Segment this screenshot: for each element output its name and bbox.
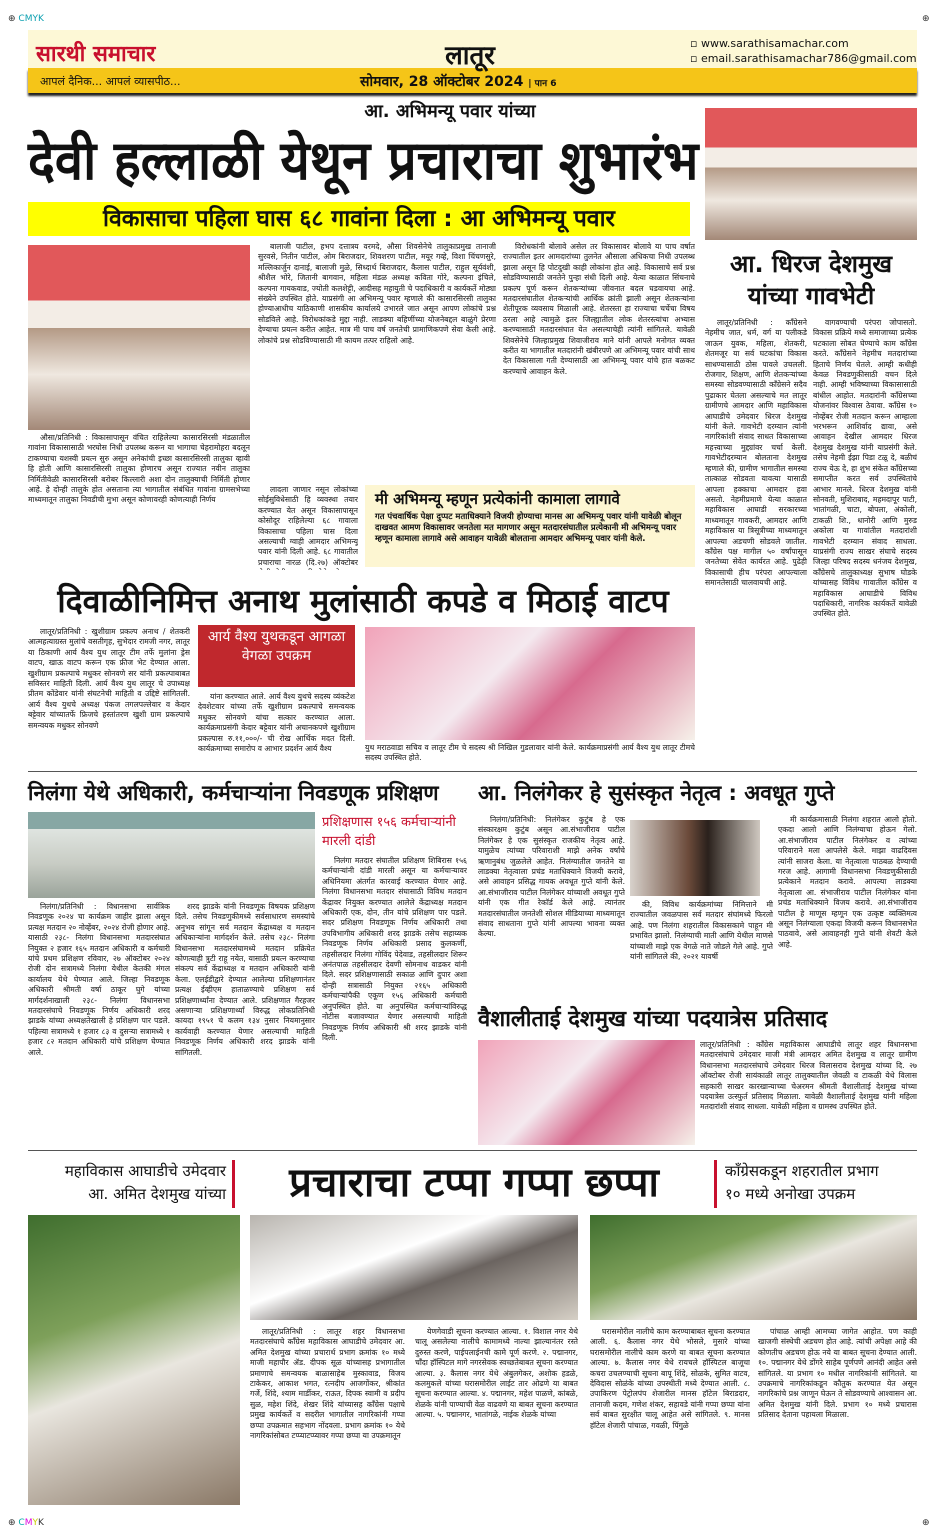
amit-col1: लातूर/प्रतिनिधी : लातूर शहर विधानसभा मतदारसंघाचे काँग्रेस महाविकास आघाडीचे उमेदवार आ. अमित देशमुख यांच्या प्रचारार्थ प्रभाग क्रमांक १० मध्ये माजी महापौर ॲड. दीपक सूळ यांच्यासह प्रभागातील प्रमाणाचे समन्वयक बाळासाहेब मुस्कावाड, विजय टाकेकर, आकाश भगत, रत्नदीप आजगोंकर, श्रीकांत गर्जे, शिंदे, श्याम मार्डीकर, राऊत, दिपक स्वामी व प्रदीप सुळ, महेश शिंदे, शेखर शिंदे यांच्यासह काँग्रेस पक्षाचे प्रमुख कार्यकर्ते व सदरील भागातील नागरिकांनी गप्पा छप्पा उपक्रमात सहभाग नोंदवला. प्रभाग क्रमांक १० येथे नागरिकांसोबत टप्प्याटप्प्यावर गप्पा छप्पा या उपक्रमातून xyxy=(250,1327,405,1441)
training-col1: निलंगा/प्रतिनिधी : विधानसभा सार्वत्रिक निवडणूक २०२४ चा कार्यक्रम जाहीर झाला असून प्रत्यक्ष मतदान २० नोव्हेंबर, २०२४ रोजी होणार आहे. यासाठी २३८- निलंगा विधानसभा मतदारसंघात नियुक्त २ हजार १६५ मतदान अधिकारी व कर्मचारी यांचे प्रथम प्रशिक्षण रविवार, २७ ऑक्टोबर २०२४ रोजी दोन सत्रामध्ये निलंगा येथील केतकी मंगल कार्यालय येथे घेण्यात आले. जिल्हा निवडणूक अधिकारी श्रीमती वर्षा ठाकूर घुगे यांच्या मार्गदर्शनाखाली २३८- निलंगा विधानसभा मतदारसंघाचे निवडणूक निर्णय अधिकारी शरद झाडके यांच्या अध्यक्षतेखाली हे प्रशिक्षण पार पडले. पहिल्या सत्रामध्ये १ हजार ८३ व दुसऱ्या सत्रामध्ये १ हजार ८२ मतदान अधिकारी यांचे प्रशिक्षण घेण्यात आले. xyxy=(28,902,170,1057)
pullout-title-wrap xyxy=(375,489,685,509)
amit-kicker-right-line2: १० मध्ये अनोखा उपक्रम xyxy=(725,1185,856,1203)
nilangekar-headline-wrap xyxy=(478,776,917,810)
page-number: | पान 6 xyxy=(528,79,557,89)
vaishali-body: लातूर/प्रतिनिधी : काँग्रेस महाविकास आघाडीचे लातूर शहर विधानसभा मतदारसंघाचे उमेदवार माजी मंत्री आमदार अमित देशमुख व लातूर ग्रामीण विधानसभा मतदारसंघाचे उमेदवार धिरज विलासराव देशमुख यांच्या दि. २७ ऑक्टोबर रोजी सायंकाळी लातूर तालुक्यातील जेवळी व टाकळी येथे विलास सहकारी साखर कारखान्याच्या चेअरमन श्रीमती वैशालीताई देशमुख यांच्या पदयात्रेस उत्स्फुर्त प्रतिसाद मिळाला. यावेळी वैशालीताई देशमुख यांनी महिला मतदारांशी संवाद साधला. यावेळी महिला व ग्रामस्थ उपस्थित होते. xyxy=(700,1040,917,1112)
campaign-photo-3 xyxy=(590,1215,917,1320)
newspaper-logo: सारथी समाचार xyxy=(36,42,156,67)
cmyk-mark: CMYK xyxy=(18,14,44,24)
amit-headline-wrap xyxy=(240,1154,708,1212)
lead-col1: औसा/प्रतिनिधी : विकासापासून वंचित राहिलेल्या कासारसिरसी मंडळातील गावांना विकासासाठी भरघोस निधी उपलब्ध करून या भागाचा चेहरामोहरा बदलून टाकण्याचा यशस्वी प्रयत्न सुरु असून अनेकांची इच्छा कासारसिरसी तालुका व्हावी हि होती आणि कासारसिरसी तालुका होणारच असून राज्यात नवीन तालुका निर्मितीवेळी कासारसिरसी बरोबर किल्लारी अशा दोन तालुक्याची निर्मिती होणार आहे. हे दोन्ही तालुके होत असताना त्या भागातील संबंधित गावांना ग्रामसभेच्या माध्यमातून तालुका निवडीची मुभा असून कोणावरही कोणत्याही निर्णय xyxy=(28,433,250,505)
lead-headline: देवी हल्लाळी येथून प्रचाराचा शुभारंभ xyxy=(28,129,699,192)
training-photo xyxy=(28,812,315,898)
amit-kicker-left-line2: आ. अमित देशमुख यांच्या xyxy=(88,1185,226,1203)
amit-kicker-left-line1: महाविकास आघाडीचे उमेदवार xyxy=(64,1162,226,1180)
training-headline: निलंगा येथे अधिकारी, कर्मचाऱ्यांना निवडणूक प्रशिक्षण xyxy=(28,781,439,805)
diwali-col2: यांना करण्यात आले. आर्य वैश्य युथचे सदस्य व्यंकटेश देवशेटवार यांच्या तर्फे खुशीग्राम प्रकल्पाचे समन्वयक मधुकर सोनवणे यांचा सत्कार करण्यात आला. कार्यक्रमाप्रसंगी केदार बट्टेवार यांनी अचानकपणे खुशीग्राम प्रकल्पास रु.११,०००/- ची रोख आर्थिक मदत दिली. कार्यक्रमाच्या समारोप व आभार प्रदर्शन आर्य वैश्य xyxy=(198,692,355,754)
amit-col3: घरासमोरील नालीचे काम करण्याबाबत सूचना करण्यात आली. ६. कैलास नगर येथे भोसले, मुसारे यांच्या घरासमोरील नालीचे काम करणे या बाबत सूचना करण्यात आल्या. ७. कैलास नगर येथे रायचले हॉस्पिटल बाजूचा कचरा उचलण्याची सूचना बापू शिंदे, सोळके, सुमित वाटव, देविदास सोळंके यांच्या उपस्थीती मध्ये देण्यात आली. ८. उपाकिरण पेट्रोलपंप शेजारील मानस हॉटेल बिराडदार, तानाजी कदम, गणेश शंकर, सहावडे यांनी गप्पा छप्पा यांना सर्व बाबत सुरक्षीत चालू आहेत असे सांगितले. ९. मानस हॉटेल शेजारी पांचाळ, गवळी, पिंगुळे xyxy=(590,1327,750,1430)
dhiraj-col1: लातूर/प्रतिनिधी : काँग्रेसने नेहमीच जात, धर्म, वर्ग या पलीकडे जाऊन युवक, महिला, शेतकरी, शेतमजूर या सर्व घटकांचा विकास साधण्यासाठी ठोस पावले उचलली. रोजगार, शिक्षण, आणि शेतकऱ्यांच्या समस्या सोडवण्यासाठी काँग्रेसने सदैव पुढाकार घेतला असल्याचे मत लातूर ग्रामीणचे आमदार आणि महाविकास आघाडीचे उमेदवार धिरज देशमुख यांनी केले. गावभेटी दरम्यान त्यांनी नागरिकांशी संवाद साधत विकासाच्या महत्त्वाच्या मुद्द्यांवर चर्चा केली. गावभेटीदरम्यान बोलताना देशमुख म्हणाले की, ग्रामीण भागातील समस्या तात्काळ सोडवता यावत्या यासाठी आपला हक्काचा आमदार हवा असतो. नेहमीप्रमाणे येत्या काळात महाविकास आघाडी सरकारच्या माध्यमातून गावकरी, आमदार आणि महाविकास या त्रिसूत्रीच्या माध्यमातून आपल्या अडचणी सोडवले जातील. काँग्रेस पक्ष मागील ५० वर्षांपासून जनतेच्या सेवेत कार्यरत आहे. पुढेही विकासाची हीच परंपरा आपल्याला समानतेसाठी चालवायची आहे. xyxy=(705,318,807,588)
training-headline-wrap xyxy=(28,776,470,810)
campaign-photo-2 xyxy=(250,1215,578,1320)
registration-mark-icon: ⊕ xyxy=(922,1518,930,1528)
divider xyxy=(28,771,917,772)
tagline: आपलं दैनिक... आपलं व्यासपीठ... xyxy=(40,75,181,88)
amit-col2: येणगेवाडी सूचना करण्यात आल्या. १. विशाल नगर येथे चालू असलेल्या नालीचे कामामध्ये नाल्या झाल्यानंतर रस्ते दुरुस्त करणे, पाईपलाईनची कामे पूर्ण करणे. २. पद्मानगर, चाँदा हॉस्पिटल मागे नगरसेवक स्वच्छतेबाबत सूचना करण्यात आल्या. ३. कैलास नगर येथे अंबुलगेकर, अशोक हडळे, कलमुकले यांच्या घरासमोरील लाईट तार ओढणे या बाबत सूचना करण्यात आल्या. ४. पद्मानगर, महेश पाळणे, कांबळे, शेळके यांनी पाण्याची वेळ वाढवणे या बाबत सूचना करण्यात आल्या. ५. पद्मानगर, भातांगळे, नाईक शेळके यांच्या xyxy=(415,1327,578,1420)
training-col2: शरद झाडके यांनी निवडणूक विषयक प्रशिक्षण दिले. तसेच निवडणुकीमध्ये सर्वसाधारण समस्यांचे अनुभव सांगून सर्व मतदान केंद्राध्यक्ष व मतदान अधिकाऱ्यांना मार्गदर्शन केले. तसेच २३८- निलंगा विधानसभा मतदारसंघामध्ये मतदान प्रक्रियेत कोणत्याही त्रुटी राहू नयेत, यासाठी प्रयत्न करण्याचा संकल्प सर्व केंद्राध्यक्ष व मतदान अधिकारी यांनी केला. एलईडीद्वारे देण्यात आलेल्या प्रशिक्षणानंतर प्रत्यक्ष ईव्हीएम हाताळण्याचे प्रशिक्षण सर्व प्रशिक्षणार्थ्यांना देण्यात आले. प्रशिक्षणात गैरहजर असणाऱ्या प्रशिक्षणार्थ्यां विरुद्ध लोकप्रतिनिधी कायदा १९५१ चे कलम १३४ नुसार नियमानुसार कार्यवाही करण्यात येणार असल्याची माहिती निवडणूक निर्णय अधिकारी शरद झाडके यांनी सांगितली. xyxy=(175,902,315,1057)
speech-photo xyxy=(28,245,250,430)
diwali-col1: लातूर/प्रतिनिधी : खुशीग्राम प्रकल्प अनाथ / शेतकरी आत्महत्याग्रस्त मुलांचे वसतीगृह, सुभेदार रामजी नगर, लातूर या ठिकाणी आर्य वैश्य युथ लातूर टीम तर्फे मुलांना ड्रेस वाटप, खाऊ वाटप करून एक फ्रीज भेट देण्यात आला. खुशीग्राम प्रकल्पाचे मधुकर सोनवणे सर यांनी प्रकल्पाबाबत सविस्तर माहिती दिली. आर्य वैश्य युथ लातूर चे उपाध्यक्ष प्रीतम कोंडेवार यांनी संघटनेची माहिती व उद्दिष्टे सांगितली. आर्य वैश्य युथचे अध्यक्ष पंकज तगलपल्लेवार व केदार बट्टेवार यांच्यातर्फे फ्रिजचे हस्तांतरण खुशी ग्राम प्रकल्पाचे समन्वयक मधुकर सोनवणे xyxy=(28,627,190,730)
diwali-caption: युथ मराठवाडा सचिव व लातूर टीम चे सदस्य श्री निखिल गुडलावार यांनी केले. कार्यक्रमाप्रसंगी आर्य वैश्य युथ लातूर टीमचे सदस्य उपस्थित होते. xyxy=(365,743,695,763)
edition-city: लातूर xyxy=(445,41,495,71)
lead-banner: विकासाचा पहिला घास ६८ गावांना दिला : आ अभिमन्यू पवार xyxy=(103,206,615,232)
nilangekar-col2: की, विविध कार्यक्रमांच्या निमित्ताने मी राज्यातील जवळपास सर्व मतदार संघांमध्ये फिरलो आहे. पण निलंगा शहरातील विकासकामे पाहून मी प्रभावित झालो. निलंग्याची माती आणि येथील माणसे यांच्याशी माझे एक वेगळे नाते जोडले गेले आहे. गुप्ते यांनी सांगितले की, २०२१ यावर्षी xyxy=(630,900,773,962)
dhiraj-col2: वागवण्याची परंपरा जोपासतो. विकास प्रक्रिये मध्ये समाजाच्या प्रत्येक घटकाला सोबत घेण्याचे काम काँग्रेस करते. काँग्रेसने नेहमीच मतदारांच्या हिताचे निर्णय घेतले. आम्ही कधीही केवळ निवडणुकीसाठी वचन दिले नाही. आम्ही भविष्याच्या विकासासाठी बांधील आहोत. मतदारांनी काँग्रेसच्या योजनांवर विश्वास ठेवावा. काँग्रेस १० नोव्हेंबर रोजी मतदान करून आम्हाला भरभरून आशिर्वाद द्यावा, असे आवाहन देखील आमदार धिरज देशमुख देशमुख यांनी याप्रसंगी केले. तसेच नेहमी ईझा पिडा टळू दे, बळीचं राज्य येऊ दे, हा शुभ संकेत काँग्रेसच्या समाप्तीत करत सर्व उपस्थितांचे आभार मानले. धिरज देशमुख यांनी सोनवती, मुशिराबाद, महमदापूर पाटी, भातांगळी, चाटा, बोपला, अंकोली, टाकळी शि., धानोरी आणि मुरुड अकोला या गावांतील मतदारांशी गावभेटी दरम्यान संवाद साधला. याप्रसंगी राज्य साखर संघाचे सदस्य जिल्हा परिषद सदस्य धनंजय देशमुख, काँग्रेसचे तालुकाध्यक्ष सुभाष घोडके यांच्यासह विविध गावातील काँग्रेस व महाविकास आघाडीचे विविध पदाधिकारी, नागरिक कार्यकर्ते यावेळी उपस्थित होते. xyxy=(813,318,917,619)
lead-banner-wrap xyxy=(28,202,690,236)
lead-kicker-wrap xyxy=(300,100,600,124)
diwali-headline-wrap xyxy=(28,578,698,624)
lead-col2: बालाजी पाटील, हभप दत्तात्रय वरमदे, औसा शिवसेनेचे तालुकाप्रमुख तानाजी सुरवसे, नितीन पाटील, ओम बिराजदार, शिवशरण पाटील, मयूर गव्हे, विशा चिंचणसुरे, मल्लिकार्जुन दानाई, बालाजी मुळे, सिध्दार्थ बिराजदार, कैलास पाटील, राहुल सूर्यवंशी, श्रीशैल भोरे, जितानी बागवान, महिला मंडळ अध्यक्ष कविता गोरे, कल्पना इंचिले, कल्पना गायकवाड, ज्योती कलशेट्टी, आदीसह महायुती चे पदाधिकारी व कार्यकर्ते मोठ्या संख्येने उपस्थित होते. याप्रसंगी आ अभिमन्यू पवार म्हणाले की कासारसिरसी तालुका होण्याआधीच याठिकाणी शासकीय कार्यालये उभारले जात असून आपण लोकांचे प्रश्न सोडविले आहे. विरोधकांकडे मुद्दा नाही. लाडक्या बहिणींच्या योजनेबद्दल बाळुंगे प्रेरणा देण्याचा प्रयत्न करीत आहेत. मात्र मी पाच वर्ष जनतेची प्रामाणिकपणे सेवा केली आहे. लोकांचे प्रश्न सोडविण्यासाठी मी कायम तत्पर राहिलो आहे. xyxy=(258,242,496,345)
vaishali-headline-wrap xyxy=(478,1003,917,1037)
dhiraj-headline-line1: आ. धिरज देशमुख xyxy=(729,250,892,278)
divider-bar xyxy=(232,1160,235,1208)
divider-bar xyxy=(714,1160,717,1208)
amit-kicker-left xyxy=(28,1160,226,1206)
registration-mark-top: ⊕ CMYK xyxy=(8,14,44,24)
padyatra-photo xyxy=(478,1040,695,1145)
rally-photo xyxy=(705,108,917,240)
pullout-box xyxy=(365,485,695,567)
email-link[interactable]: email.sarathisamachar786@gmail.com xyxy=(700,52,917,65)
training-subhead: प्रशिक्षणास १५६ कर्मचाऱ्यांनी मारली दांडी xyxy=(322,815,456,849)
lead-kicker: आ. अभिमन्यू पवार यांच्या xyxy=(364,101,536,122)
amit-kicker-right-line1: काँग्रेसकडून शहरातील प्रभाग xyxy=(725,1162,879,1180)
nilangekar-col1: निलंगा/प्रतिनिधी: निलंगेकर कुटुंब हे एक संस्कारक्षम कुटुंब असून आ.संभाजीराव पाटील निलंगेकर हे एक सुसंस्कृत राजकीय नेतृत्व आहे. यामुळेच त्यांच्या परिवाराशी माझे अनेक वर्षांचे ऋणानुबंध जुळलेले आहेत. निलंग्यातील जनतेने या लाडक्या नेतृत्वाला प्रचंड मताधिक्याने विजयी करावे, असे आवाहन प्रसिद्ध गायक अवधूत गुप्ते यांनी केले. आ.संभाजीराव पाटील निलंगेकर यांच्याशी अवधूत गुप्ते यांनी एक गीत रेकॉर्ड केले आहे. त्यानंतर मतदारसंघातील जनतेशी सोशल मीडियाच्या माध्यमातून संवाद साधताना गुप्ते यांनी आपल्या भावना व्यक्त केल्या. xyxy=(478,815,625,939)
nilangekar-headline: आ. निलंगेकर हे सुसंस्कृत नेतृत्व : अवधूत गुप्ते xyxy=(478,781,835,805)
dhiraj-headline-line2: यांच्या गावभेटी xyxy=(747,282,875,310)
lead-headline-wrap xyxy=(28,126,698,196)
registration-mark-icon: ⊕ xyxy=(922,14,930,24)
website-link[interactable]: www.sarathisamachar.com xyxy=(700,37,849,50)
lead-col2-cont: लादला जाणार नसून लोकांच्या सोईसुविधेसाठी हि व्यवस्था तयार करण्यात येत असून विकासापासून कोसोदूर राहिलेल्या ६८ गावाला विकासाचा पहिला घास दिला असल्याची ग्वाही आमदार अभिमन्यू पवार यांनी दिली आहे. ६८ गावातील प्रचाराचा नारळ (दि.२७) ऑक्टोबर xyxy=(258,485,358,567)
amit-col4: पांचाळ आम्ही आमच्या जागेत आहोत. पण काही खाजगी संस्थेची अडचण होत आहे. त्यांची अपेक्षा आहे की कोणतीच अडचण होऊ नये या बाबत सूचना देण्यात आली. १०. पद्मानगर येथे डोंगरे साहेब पूर्णपणे आनंदी आहेत असे सांगितले. या प्रभाग १० मधील नागरिकांनी सांगितले. या उपक्रमाचे नागरिकांकडून कौतुक करण्यात येत असून नागरिकांचे प्रश्न जाणून घेऊन ते सोडवण्याचे आश्वासन आ. अमित देशमुख यांनी दिले. प्रभाग १० मध्ये प्रचारास प्रतिसाद देताना पहायला मिळाला. xyxy=(758,1327,917,1420)
pullout-title: मी अभिमन्यू म्हणून प्रत्येकांनी कामाला लागावे xyxy=(375,490,620,508)
issue-date: सोमवार, 28 ऑक्टोबर 2024 | पान 6 xyxy=(360,74,557,90)
training-col3: निलंगा मतदार संघातील प्रशिक्षण शिबिरास १५६ कर्मचाऱ्यांनी दांडी मारली असून या कर्मचाऱ्यावर अधिनियमा अंतर्गत कारवाई करण्यात येणार आहे. निलंगा विधानसभा मतदार संघासाठी विविध मतदान केंद्रावर नियुक्त करण्यात आलेले केंद्राध्यक्ष मतदान अधिकारी एक, दोन, तीन यांचे प्रशिक्षण पार पडले. सदर प्रशिक्षण निवडणूक निर्णय अधिकारी तथा उपविभागीय अधिकारी शरद झाडके तसेच सहाय्यक निवडणूक निर्णय अधिकारी प्रसाद कुलकर्णी, तहसीलदार निलंगा गोविंद पेदेवाड, तहसीलदार शिरूर अनंतपाळ तहसीलदार देवणी सोमनाथ वाडकर यांनी दिले. सदर प्रशिक्षणासाठी सकाळ आणि दुपार अशा दोन्ही सत्रासाठी नियुक्त २१६५ अधिकारी कर्मचाऱ्यांपैकी एकूण १५६ अधिकारी कर्मचारी अनुपस्थित होते. या अनुपस्थित कर्मचाऱ्यांविरुद्ध नोटीस बजावण्यात येणार असल्याची माहिती निवडणूक निर्णय अधिकारी श्री शरद झाडके यांनी दिली. xyxy=(322,856,467,1042)
dhiraj-headline xyxy=(705,248,917,312)
diwali-photo xyxy=(365,627,695,740)
amit-kicker-right xyxy=(725,1160,917,1206)
campaign-photo-1 xyxy=(28,1215,240,1505)
amit-headline: प्रचाराचा टप्पा गप्पा छप्पा xyxy=(289,1160,659,1206)
portrait-photo xyxy=(630,820,760,896)
diwali-headline: दिवाळीनिमित्त अनाथ मुलांसाठी कपडे व मिठाई वाटप xyxy=(57,582,669,620)
registration-mark-bottom: ⊕ CMYK xyxy=(8,1518,44,1528)
lead-col3: विरोधकांनी बोलावे असेल तर विकासावर बोलावे या पाच वर्षात राज्यातील इतर आमदारांच्या तुलनेत औसाला अधिकचा निधी उपलब्ध झाला असून हि पोटदुखी काही लोकांना होत आहे. विकासाचे सर्व प्रश्न सोडविण्यासाठी जनतेने पुन्हा संधी दिली आहे. येत्या काळात सिंचनाचे प्रकल्प पूर्ण करून शेतकऱ्यांच्या जीवनात बदल घडवायचा आहे. मतदारसंघातील शेतकऱ्यांची आर्थिक क्रांती झाली असून शेतकऱ्यांना शेतीपूरक व्यवसाय मिळाली आहे. शेतरस्ता हा राज्याचा चर्चेचा विषय ठरला आहे त्यामुळे इतर जिल्ह्यातील लोक शेतरस्त्यांचा अभ्यास करण्यासाठी मतदारसंघात येत असल्याचेही त्यांनी सांगितले. यावेळी शिवसेनेचे जिल्हाप्रमुख शिवाजीराव माने यांनी आपले मनोगत व्यक्त करीत या भागातील मतदारांनी खंबीरपणे आ अभिमन्यू पवार यांची साथ देत विकासाला गती देण्यासाठी आ अभिमन्यू पवार यांचे हात बळकट करण्याचे आवाहन केले. xyxy=(503,242,695,376)
nilangekar-col3: मी कार्यक्रमासाठी निलंगा शहरात आलो होतो. एकदा आलो आणि निलंग्याचा होऊन गेलो. आ.संभाजीराव पाटील निलंगेकर व त्यांच्या परिवाराने मला आपलेसे केले. माझा वाढदिवस त्यांनी साजरा केला. या नेतृत्वाला पाठबळ देण्याची गरज आहे. आगामी विधानसभा निवडणुकीसाठी प्रत्येकाने मतदान करावे. आपल्या लाडक्या नेतृत्वाला आ. संभाजीराव पाटील निलंगेकर यांना प्रचंड मताधिक्याने विजय करावे. आ.संभाजीराव पाटील हे माणूस म्हणून एक उत्कृष्ट व्यक्तिमत्व असून निलंग्याला एकदा विजयी करून विधानसभेत पाठवावे, असे आवाहनही गुप्ते यांनी शेवटी केले आहे. xyxy=(778,815,917,949)
vaishali-headline: वैशालीताई देशमुख यांच्या पदयात्रेस प्रतिसाद xyxy=(478,1007,828,1032)
divider xyxy=(28,1150,917,1151)
contact-info: ▫ www.sarathisamachar.com ▫ email.sarathisamachar786@gmail.com xyxy=(690,37,917,65)
diwali-redbox: आर्य वैश्य युथकडून आगळा वेगळा उपक्रम xyxy=(198,625,355,687)
pullout-text: गत पंचवार्षिक पेक्षा दुप्पट मताधिक्याने विजयी होण्याचा मानस आ अभिमन्यू पवार यांनी यावेळी बोलून दाखवत आमण विकासावर जनतेला मत मागणार असून मतदारसंघातील प्रत्येकानी मी अभिमन्यू पवार म्हणून कामाला लागावे असे आवाहन यावेळी बोलताना आमदार अभिमन्यू पवार यांनी केले. xyxy=(375,511,682,543)
